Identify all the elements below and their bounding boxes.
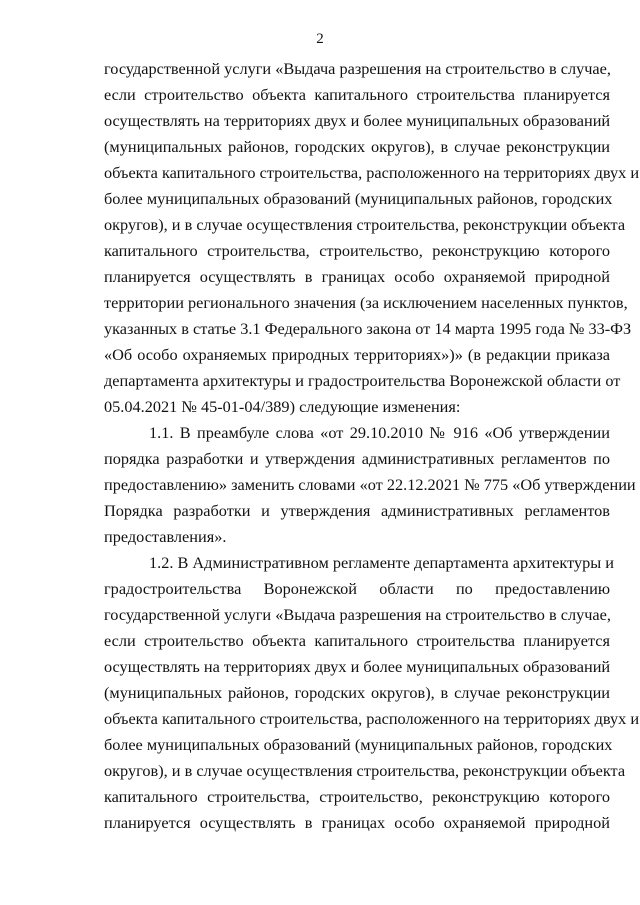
text-line: капитального строительства, строительство, реконструкцию которого bbox=[104, 241, 610, 260]
text-line: (муниципальных районов, городских округов), в случае реконструкции bbox=[104, 137, 610, 156]
text-line: 05.04.2021 № 45-01-04/389) следующие изменения: bbox=[104, 397, 461, 416]
text-line: более муниципальных образований (муниципальных районов, городских bbox=[104, 189, 613, 208]
text-line: если строительство объекта капитального строительства планируется bbox=[104, 631, 610, 650]
text-line: «Об особо охраняемых природных территориях»)» (в редакции приказа bbox=[104, 345, 610, 364]
page-number: 2 bbox=[316, 31, 324, 47]
text-line: порядка разработки и утверждения административных регламентов по bbox=[104, 449, 610, 468]
text-line: объекта капитального строительства, расположенного на территориях двух и bbox=[104, 709, 640, 728]
text-line: указанных в статье 3.1 Федерального закона от 14 марта 1995 года № 33-ФЗ bbox=[104, 319, 632, 338]
paragraph-1-2-start: 1.2. В Административном регламенте департамента архитектуры и bbox=[149, 553, 614, 572]
text-line: если строительство объекта капитального строительства планируется bbox=[104, 85, 610, 104]
text-line: планируется осуществлять в границах особо охраняемой природной bbox=[104, 813, 610, 832]
text-line: осуществлять на территориях двух и более муниципальных образований bbox=[104, 111, 611, 130]
text-line: округов), и в случае осуществления строительства, реконструкции объекта bbox=[104, 761, 626, 780]
text-line: градостроительства Воронежской области по предоставлению bbox=[104, 579, 610, 598]
text-line: Порядка разработки и утверждения административных регламентов bbox=[104, 501, 610, 520]
text-line: территории регионального значения (за исключением населенных пунктов, bbox=[104, 293, 628, 312]
text-line: округов), и в случае осуществления строительства, реконструкции объекта bbox=[104, 215, 626, 234]
text-line: объекта капитального строительства, расположенного на территориях двух и bbox=[104, 163, 640, 182]
text-line: капитального строительства, строительство, реконструкцию которого bbox=[104, 787, 610, 806]
text-line: предоставлению» заменить словами «от 22.12.2021 № 775 «Об утверждении bbox=[104, 475, 636, 494]
text-line: планируется осуществлять в границах особо охраняемой природной bbox=[104, 267, 610, 286]
text-line: осуществлять на территориях двух и более муниципальных образований bbox=[104, 657, 611, 676]
text-line: более муниципальных образований (муниципальных районов, городских bbox=[104, 735, 613, 754]
text-line: предоставления». bbox=[104, 527, 227, 546]
text-line: (муниципальных районов, городских округов), в случае реконструкции bbox=[104, 683, 610, 702]
text-line: государственной услуги «Выдача разрешения на строительство в случае, bbox=[104, 605, 611, 624]
paragraph-1-1-start: 1.1. В преамбуле слова «от 29.10.2010 № 916 «Об утверждении bbox=[149, 423, 610, 442]
text-line: департамента архитектуры и градостроительства Воронежской области от bbox=[104, 371, 621, 390]
text-line: государственной услуги «Выдача разрешения на строительство в случае, bbox=[104, 59, 611, 78]
